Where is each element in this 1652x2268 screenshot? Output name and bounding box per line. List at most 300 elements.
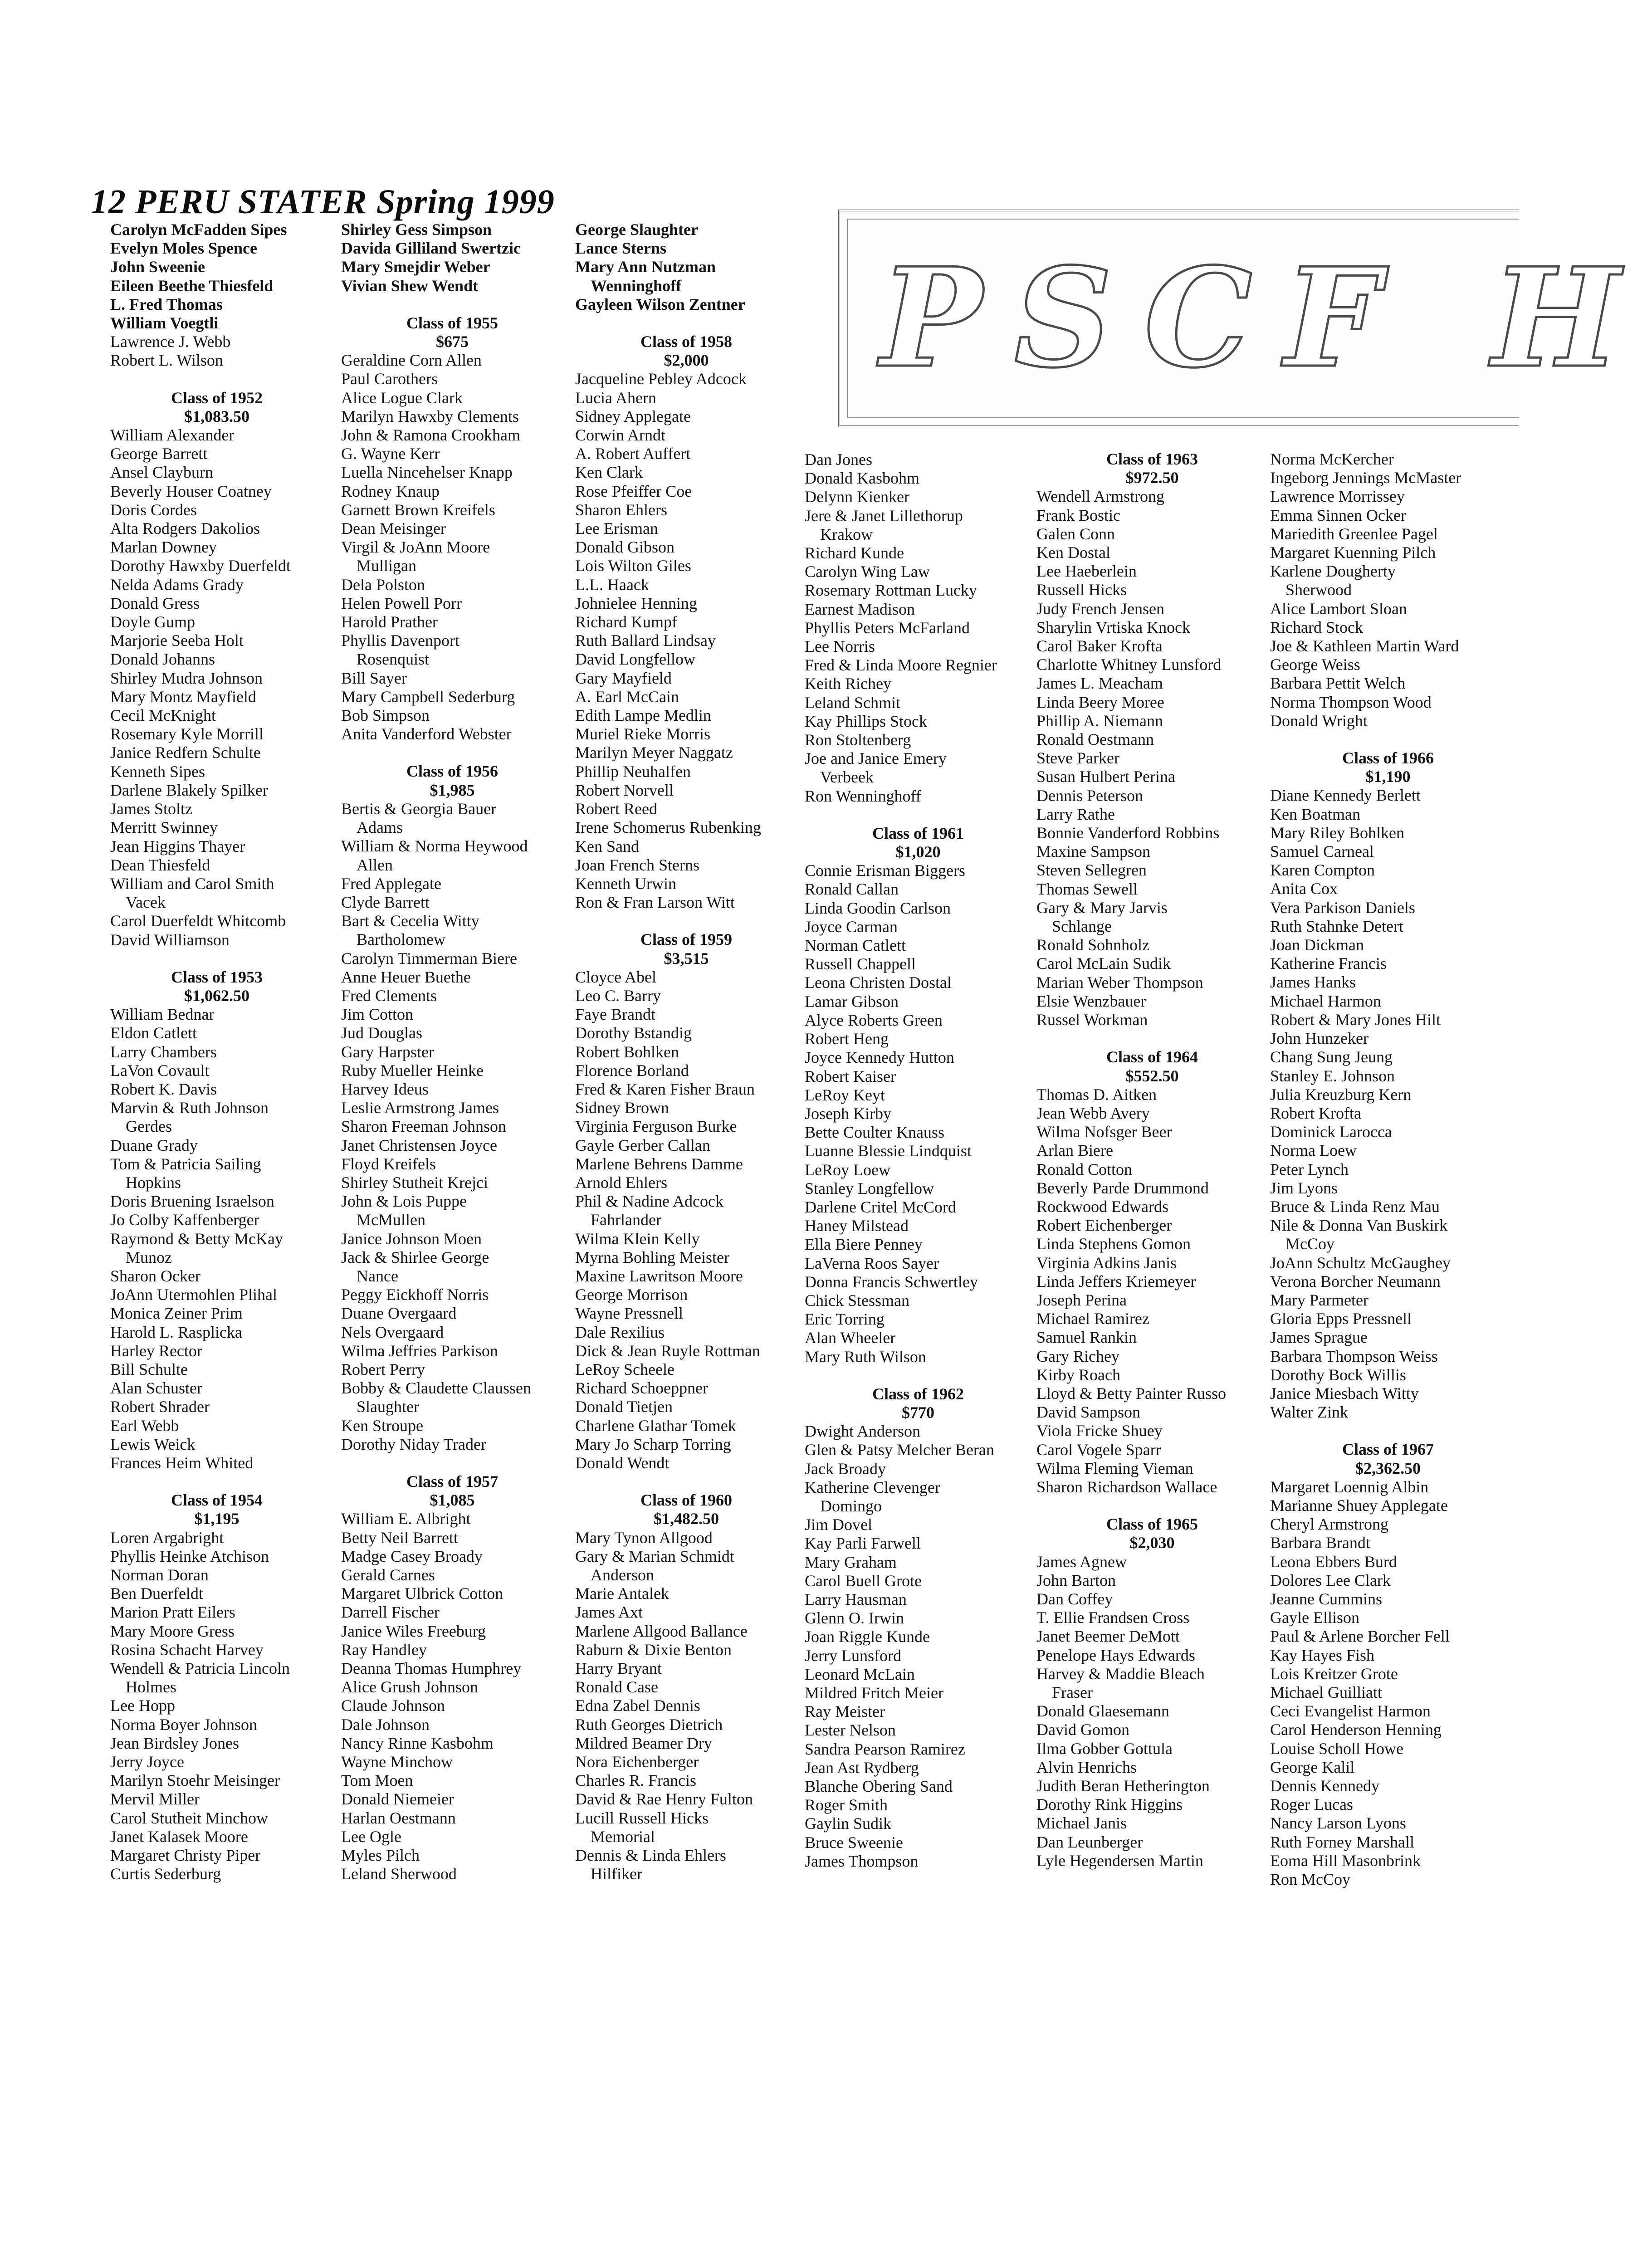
donor-name: Dan Coffey	[1036, 1589, 1113, 1608]
donor-name: Jerry Lunsford	[805, 1646, 901, 1665]
donor-name: Gayleen Wilson Zentner	[575, 295, 745, 313]
donor-name: Gary & Mary Jarvis	[1036, 898, 1168, 917]
donor-name: Marie Antalek	[575, 1584, 669, 1603]
class-year-heading: Class of 1967	[1342, 1440, 1434, 1459]
donor-name-continuation: Krakow	[820, 525, 873, 543]
donor-name: Dennis Peterson	[1036, 786, 1143, 805]
donor-name: John & Ramona Crookham	[341, 426, 520, 445]
donor-name: Dorothy Rink Higgins	[1036, 1795, 1183, 1814]
donor-name: Susan Hulbert Perina	[1036, 767, 1175, 786]
donor-name: Jud Douglas	[341, 1024, 422, 1042]
donor-name: Lyle Hegendersen Martin	[1036, 1851, 1203, 1870]
class-year-heading: Class of 1953	[171, 968, 263, 986]
section-spacer	[110, 949, 323, 968]
donor-name: James L. Meacham	[1036, 674, 1163, 693]
donor-name: Samuel Rankin	[1036, 1328, 1137, 1347]
donor-name: Alice Lambort Sloan	[1270, 599, 1407, 618]
donor-name-continuation: Gerdes	[126, 1117, 172, 1136]
donor-name: Arlan Biere	[1036, 1141, 1113, 1160]
donor-name: Connie Erisman Biggers	[805, 861, 965, 880]
donor-name: Carol Buell Grote	[805, 1571, 922, 1590]
donor-column-6	[1270, 450, 1506, 1889]
donor-name: Dick & Jean Ruyle Rottman	[575, 1341, 760, 1360]
donor-name: Mary Campbell Sederburg	[341, 687, 515, 706]
donor-name: Rosemary Kyle Morrill	[110, 725, 264, 743]
donor-name: Ken Clark	[575, 463, 643, 482]
class-gift-amount: $972.50	[1125, 469, 1179, 487]
donor-name: Ella Biere Penney	[805, 1235, 923, 1254]
donor-name: Harley Rector	[110, 1341, 202, 1360]
donor-name: Davida Gilliland Swertzic	[341, 239, 521, 258]
donor-name: Phyllis Davenport	[341, 631, 459, 650]
donor-name: James Thompson	[805, 1852, 919, 1870]
section-spacer	[805, 806, 1031, 824]
donor-name: Gerald Carnes	[341, 1566, 435, 1584]
donor-name: Earl Webb	[110, 1416, 179, 1435]
donor-name: Glen & Patsy Melcher Beran	[805, 1441, 994, 1459]
class-gift-amount: $1,482.50	[654, 1510, 719, 1528]
donor-name: Ruby Mueller Heinke	[341, 1061, 484, 1080]
donor-name: Garnett Brown Kreifels	[341, 500, 495, 519]
donor-name: Harlan Oestmann	[341, 1809, 456, 1827]
donor-name: David Longfellow	[575, 650, 695, 669]
donor-name: Virginia Adkins Janis	[1036, 1253, 1177, 1272]
section-spacer	[1036, 1029, 1268, 1048]
donor-name: Robert & Mary Jones Hilt	[1270, 1010, 1441, 1029]
donor-name: Mary Ruth Wilson	[805, 1347, 926, 1366]
donor-name: Robert Shrader	[110, 1398, 210, 1416]
donor-name: George Kalil	[1270, 1758, 1355, 1776]
donor-name: Roger Lucas	[1270, 1795, 1353, 1814]
donor-name: Jacqueline Pebley Adcock	[575, 370, 747, 388]
donor-name: Mary Smejdir Weber	[341, 258, 490, 276]
donor-name: John Barton	[1036, 1571, 1116, 1589]
donor-name: Margaret Ulbrick Cotton	[341, 1584, 503, 1603]
donor-name-continuation: Allen	[357, 855, 393, 874]
donor-name: Joan Riggle Kunde	[805, 1628, 930, 1646]
donor-name: Ruth Forney Marshall	[1270, 1833, 1414, 1851]
donor-name: Fred Applegate	[341, 874, 441, 893]
donor-name: Ruth Ballard Lindsay	[575, 631, 716, 650]
donor-name: Russell Chappell	[805, 955, 916, 973]
class-year-heading: Class of 1954	[171, 1491, 263, 1510]
class-year-heading: Class of 1955	[406, 313, 498, 332]
donor-name: Carolyn Wing Law	[805, 562, 930, 581]
donor-name: Darlene Critel McCord	[805, 1198, 956, 1216]
donor-name: William Bednar	[110, 1005, 215, 1024]
donor-name: Richard Kumpf	[575, 613, 677, 631]
donor-name: Beverly Houser Coatney	[110, 482, 272, 500]
donor-name-continuation: Hopkins	[126, 1173, 181, 1192]
donor-name: A. Earl McCain	[575, 687, 679, 706]
donor-name: Jack Broady	[805, 1459, 886, 1478]
donor-name: Dan Jones	[805, 450, 872, 469]
donor-name: William and Carol Smith	[110, 874, 274, 893]
donor-name: Geraldine Corn Allen	[341, 351, 482, 370]
donor-name: Myles Pilch	[341, 1846, 420, 1865]
donor-name: Janet Kalasek Moore	[110, 1827, 248, 1846]
donor-name-continuation: Domingo	[820, 1496, 882, 1515]
donor-name: Wendell Armstrong	[1036, 487, 1165, 506]
donor-name: Lewis Weick	[110, 1435, 196, 1453]
donor-name: Marilyn Hawxby Clements	[341, 407, 519, 425]
class-gift-amount: $2,362.50	[1355, 1459, 1421, 1477]
donor-name: Judy French Jensen	[1036, 599, 1164, 618]
donor-name: Sandra Pearson Ramirez	[805, 1740, 965, 1758]
donor-name: James Sprague	[1270, 1328, 1368, 1347]
donor-name: Steve Parker	[1036, 749, 1119, 767]
donor-name: Virginia Ferguson Burke	[575, 1117, 737, 1136]
donor-name: Nile & Donna Van Buskirk	[1270, 1216, 1448, 1235]
donor-name: Alan Schuster	[110, 1379, 202, 1398]
donor-name: Paul Carothers	[341, 370, 438, 388]
donor-name: Shirley Gess Simpson	[341, 220, 492, 239]
donor-name: Ray Handley	[341, 1640, 427, 1659]
donor-name: Phyllis Heinke Atchison	[110, 1547, 269, 1565]
donor-name: Walter Zink	[1270, 1403, 1349, 1422]
donor-name: George Morrison	[575, 1286, 688, 1304]
donor-name: Nora Eichenberger	[575, 1753, 699, 1771]
donor-name: Jack & Shirlee George	[341, 1248, 489, 1266]
donor-name: Barbara Thompson Weiss	[1270, 1347, 1438, 1365]
class-year-heading: Class of 1956	[406, 762, 498, 781]
donor-name: Jeanne Cummins	[1270, 1589, 1382, 1608]
donor-name: Joe and Janice Emery	[805, 749, 947, 768]
donor-name: Doris Cordes	[110, 500, 197, 519]
donor-name: Wilma Jeffries Parkison	[341, 1341, 498, 1360]
donor-name: Rodney Knaup	[341, 482, 440, 500]
donor-name: Edith Lampe Medlin	[575, 706, 711, 725]
donor-column-1	[110, 220, 323, 1883]
donor-name: Jim Cotton	[341, 1005, 414, 1024]
donor-name: Bette Coulter Knauss	[805, 1123, 944, 1142]
donor-name: Steven Sellegren	[1036, 861, 1147, 880]
donor-name: Charlotte Whitney Lunsford	[1036, 655, 1222, 674]
donor-name: John Hunzeker	[1270, 1029, 1369, 1048]
donor-name: Donald Niemeier	[341, 1790, 454, 1809]
donor-name: Karlene Dougherty	[1270, 562, 1396, 581]
donor-name: Phillip A. Niemann	[1036, 711, 1163, 730]
donor-name: Helen Powell Porr	[341, 594, 462, 612]
donor-name: Carol Vogele Sparr	[1036, 1440, 1161, 1459]
donor-name: Doris Bruening Israelson	[110, 1192, 274, 1211]
donor-name: Bobby & Claudette Claussen	[341, 1379, 531, 1398]
donor-name-continuation: Nance	[357, 1266, 398, 1285]
donor-name: Marlene Behrens Damme	[575, 1154, 743, 1173]
section-spacer	[341, 295, 563, 314]
donor-name: Alan Wheeler	[805, 1329, 896, 1347]
donor-name: Karen Compton	[1270, 861, 1375, 880]
donor-name: Nels Overgaard	[341, 1323, 444, 1341]
donor-name: Gary Mayfield	[575, 669, 672, 687]
donor-name: Louise Scholl Howe	[1270, 1739, 1403, 1758]
donor-name: George Weiss	[1270, 655, 1360, 674]
donor-name: Marilyn Stoehr Meisinger	[110, 1771, 280, 1790]
donor-name-continuation: Vacek	[126, 893, 166, 912]
donor-name: Ceci Evangelist Harmon	[1270, 1702, 1431, 1721]
donor-name: Bill Schulte	[110, 1360, 188, 1378]
donor-name: Marvin & Ruth Johnson	[110, 1099, 269, 1117]
donor-name: Robert Perry	[341, 1360, 425, 1378]
donor-name: Marlene Allgood Ballance	[575, 1622, 748, 1640]
donor-name: Wilma Nofsger Beer	[1036, 1123, 1172, 1141]
donor-name: Blanche Obering Sand	[805, 1777, 953, 1796]
donor-name: David Gomon	[1036, 1721, 1129, 1739]
donor-name: Anita Cox	[1270, 880, 1338, 898]
donor-name: Cecil McKnight	[110, 706, 216, 725]
donor-name: Jere & Janet Lillethorup	[805, 506, 963, 525]
donor-name: Janice Miesbach Witty	[1270, 1384, 1419, 1403]
donor-name: Maxine Lawritson Moore	[575, 1266, 743, 1285]
donor-name: Lois Wilton Giles	[575, 557, 691, 575]
donor-name: Darrell Fischer	[341, 1603, 440, 1622]
donor-name: Fred Clements	[341, 986, 437, 1005]
donor-name: Samuel Carneal	[1270, 842, 1374, 861]
donor-name: JoAnn Utermohlen Plihal	[110, 1286, 277, 1304]
donor-name: Luanne Blessie Lindquist	[805, 1142, 972, 1160]
donor-name: Robert L. Wilson	[110, 351, 223, 370]
donor-name: Donald Tietjen	[575, 1398, 673, 1416]
donor-name: Anita Vanderford Webster	[341, 725, 512, 743]
donor-name: Sidney Brown	[575, 1099, 669, 1117]
class-gift-amount: $2,000	[664, 351, 709, 370]
donor-name-continuation: Rosenquist	[357, 650, 430, 669]
donor-name: Loren Argabright	[110, 1528, 224, 1547]
donor-name: Joan French Sterns	[575, 855, 699, 874]
donor-name: L.L. Haack	[575, 575, 649, 594]
donor-name: Joe & Kathleen Martin Ward	[1270, 637, 1459, 655]
donor-name: Eric Torring	[805, 1310, 885, 1329]
donor-name: Leona Ebbers Burd	[1270, 1552, 1397, 1571]
donor-name: Linda Beery Moree	[1036, 693, 1164, 711]
donor-name-continuation: Fahrlander	[591, 1211, 661, 1229]
donor-name: Mary Ann Nutzman	[575, 258, 716, 276]
donor-name: Maxine Sampson	[1036, 842, 1150, 861]
section-spacer	[575, 1472, 797, 1491]
donor-name: Russell Hicks	[1036, 581, 1127, 599]
donor-name: Lee Hopp	[110, 1696, 175, 1715]
donor-name: Donald Gress	[110, 594, 200, 612]
donor-name: Linda Stephens Gomon	[1036, 1235, 1191, 1253]
donor-name: Shirley Mudra Johnson	[110, 669, 263, 687]
donor-name: Alice Grush Johnson	[341, 1678, 478, 1696]
donor-name: Ken Stroupe	[341, 1416, 423, 1435]
donor-name: Alice Logue Clark	[341, 388, 463, 407]
donor-name: Thomas Sewell	[1036, 880, 1138, 898]
donor-name: Bertis & Georgia Bauer	[341, 799, 497, 818]
donor-name: Sharon Richardson Wallace	[1036, 1477, 1217, 1496]
donor-name: Keith Richey	[805, 675, 891, 693]
donor-name: LeRoy Keyt	[805, 1085, 885, 1104]
donor-name: Joseph Kirby	[805, 1104, 891, 1123]
donor-name: LeRoy Scheele	[575, 1360, 674, 1378]
class-gift-amount: $770	[902, 1403, 934, 1422]
donor-name: Janice Redfern Schulte	[110, 743, 261, 762]
class-year-heading: Class of 1959	[640, 930, 732, 949]
donor-name: Carolyn McFadden Sipes	[110, 220, 287, 239]
donor-name-continuation: Holmes	[126, 1678, 176, 1696]
donor-name: Russel Workman	[1036, 1011, 1148, 1029]
class-gift-amount: $1,190	[1365, 767, 1411, 786]
pscf-banner	[838, 210, 1652, 427]
section-spacer	[575, 912, 797, 930]
donor-name: Joan Dickman	[1270, 936, 1364, 954]
donor-name: Dela Polston	[341, 575, 425, 594]
donor-name: Alyce Roberts Green	[805, 1011, 943, 1029]
donor-name: Marjorie Seeba Holt	[110, 631, 244, 650]
donor-name-continuation: Slaughter	[357, 1398, 419, 1416]
donor-name: Joyce Carman	[805, 917, 898, 936]
donor-name: Michael Harmon	[1270, 992, 1381, 1010]
donor-name: Marilyn Meyer Naggatz	[575, 743, 733, 762]
donor-name: Roger Smith	[805, 1796, 888, 1814]
donor-name: Norma McKercher	[1270, 450, 1394, 468]
donor-name: Lucill Russell Hicks	[575, 1809, 709, 1827]
donor-name: T. Ellie Frandsen Cross	[1036, 1608, 1190, 1627]
donor-name: Dorothy Bstandig	[575, 1024, 692, 1042]
donor-name: Judith Beran Hetherington	[1036, 1777, 1210, 1795]
donor-name: Donald Gibson	[575, 538, 674, 557]
donor-name: Dale Rexilius	[575, 1323, 665, 1341]
donor-name: Gayle Gerber Callan	[575, 1136, 710, 1154]
donor-name: Dolores Lee Clark	[1270, 1571, 1391, 1589]
donor-name: Richard Schoeppner	[575, 1379, 708, 1398]
section-spacer	[805, 1366, 1031, 1385]
section-spacer	[575, 314, 797, 332]
donor-name: Mariedith Greenlee Pagel	[1270, 524, 1438, 543]
donor-name: Dean Meisinger	[341, 519, 446, 538]
donor-name: Linda Goodin Carlson	[805, 899, 951, 917]
donor-name: Eileen Beethe Thiesfeld	[110, 276, 274, 295]
donor-column-2	[341, 220, 563, 1883]
donor-name: Lawrence Morrissey	[1270, 487, 1405, 506]
donor-name: Gary & Marian Schmidt	[575, 1547, 734, 1565]
donor-name: Larry Rathe	[1036, 805, 1115, 823]
donor-name: LeRoy Loew	[805, 1160, 890, 1179]
class-year-heading: Class of 1958	[640, 332, 732, 351]
donor-name: Norman Catlett	[805, 936, 906, 955]
donor-name: Evelyn Moles Spence	[110, 239, 257, 258]
donor-name: Sharon Ocker	[110, 1266, 200, 1285]
donor-name: Bart & Cecelia Witty	[341, 912, 479, 930]
donor-name: Ben Duerfeldt	[110, 1584, 203, 1603]
donor-name: Dale Johnson	[341, 1715, 430, 1734]
banner-frame	[847, 219, 1652, 418]
donor-name: Robert Reed	[575, 800, 657, 818]
donor-name: Wendell & Patricia Lincoln	[110, 1659, 290, 1678]
donor-name: Curtis Sederburg	[110, 1865, 221, 1883]
class-gift-amount: $1,083.50	[184, 407, 249, 425]
donor-name-continuation: Adams	[357, 818, 403, 837]
donor-name: Frances Heim Whited	[110, 1454, 254, 1472]
donor-name: Elsie Wenzbauer	[1036, 992, 1146, 1010]
donor-name: Charlene Glathar Tomek	[575, 1416, 736, 1435]
donor-name: Kirby Roach	[1036, 1365, 1120, 1384]
donor-name: Jerry Joyce	[110, 1753, 184, 1771]
donor-name: Dorothy Bock Willis	[1270, 1365, 1406, 1384]
donor-name: Richard Stock	[1270, 618, 1363, 636]
donor-name: Peggy Eickhoff Norris	[341, 1286, 489, 1304]
donor-name: Marlan Downey	[110, 538, 217, 557]
donor-name: Ronald Cotton	[1036, 1160, 1133, 1178]
donor-name: Margaret Kuenning Pilch	[1270, 543, 1436, 562]
donor-name: William Voegtli	[110, 314, 219, 332]
donor-name: Mary Montz Mayfield	[110, 687, 256, 706]
donor-name: Ken Sand	[575, 837, 639, 855]
donor-name: Tom & Patricia Sailing	[110, 1154, 261, 1173]
donor-name: Julia Kreuzburg Kern	[1270, 1085, 1412, 1104]
class-gift-amount: $1,062.50	[184, 986, 249, 1005]
donor-name-continuation: Munoz	[126, 1248, 172, 1266]
donor-name: Penelope Hays Edwards	[1036, 1646, 1195, 1664]
donor-name: Alvin Henrichs	[1036, 1758, 1137, 1776]
donor-name: Gaylin Sudik	[805, 1814, 892, 1833]
donor-name: Carolyn Timmerman Biere	[341, 949, 517, 968]
donor-name: Wilma Klein Kelly	[575, 1229, 700, 1248]
donor-name: Carol Baker Krofta	[1036, 637, 1163, 655]
donor-name: Chick Stessman	[805, 1291, 909, 1310]
section-spacer	[1270, 730, 1506, 749]
donor-name: Earnest Madison	[805, 600, 915, 618]
donor-name: Wayne Minchow	[341, 1753, 453, 1771]
donor-name: Betty Neil Barrett	[341, 1528, 458, 1547]
donor-name: Virgil & JoAnn Moore	[341, 538, 490, 557]
donor-name: Claude Johnson	[341, 1696, 445, 1715]
class-year-heading: Class of 1966	[1342, 749, 1434, 767]
donor-name: Sharon Ehlers	[575, 500, 667, 519]
class-gift-amount: $1,085	[430, 1491, 475, 1510]
donor-name: Gary Harpster	[341, 1042, 434, 1061]
donor-name: Phillip Neuhalfen	[575, 762, 691, 781]
donor-name: Clyde Barrett	[341, 893, 430, 911]
donor-name: Deanna Thomas Humphrey	[341, 1659, 522, 1678]
donor-name: Jean Ast Rydberg	[805, 1758, 919, 1777]
donor-name-continuation: Wenninghoff	[591, 276, 682, 295]
donor-name: Doyle Gump	[110, 613, 195, 631]
class-year-heading: Class of 1952	[171, 388, 263, 407]
donor-name: Ronald Case	[575, 1678, 658, 1696]
donor-name: Mervil Miller	[110, 1790, 200, 1809]
donor-name: Leland Schmit	[805, 693, 900, 712]
donor-name: Rosina Schacht Harvey	[110, 1640, 264, 1659]
donor-name: Donna Francis Schwertley	[805, 1272, 978, 1291]
donor-name: Peter Lynch	[1270, 1160, 1349, 1178]
donor-name: Norma Boyer Johnson	[110, 1715, 257, 1734]
class-year-heading: Class of 1962	[872, 1384, 964, 1403]
donor-name: Florence Borland	[575, 1061, 689, 1080]
donor-name: Michael Ramirez	[1036, 1310, 1149, 1328]
donor-name: LaVon Covault	[110, 1061, 210, 1080]
donor-name: Janice Johnson Moen	[341, 1229, 482, 1248]
section-spacer	[110, 1472, 323, 1491]
donor-name: Rockwood Edwards	[1036, 1197, 1168, 1216]
class-gift-amount: $1,195	[194, 1510, 239, 1528]
donor-name: Janet Beemer DeMott	[1036, 1627, 1180, 1646]
donor-name: Barbara Brandt	[1270, 1534, 1370, 1552]
section-spacer	[1036, 1496, 1268, 1515]
donor-name: Dominick Larocca	[1270, 1123, 1392, 1141]
donor-name-continuation: Fraser	[1052, 1683, 1093, 1701]
donor-name: Nancy Larson Lyons	[1270, 1814, 1406, 1833]
donor-name: George Barrett	[110, 445, 208, 463]
donor-name: Merritt Swinney	[110, 818, 218, 837]
donor-name: Bonnie Vanderford Robbins	[1036, 824, 1220, 842]
donor-name: Leona Christen Dostal	[805, 973, 952, 992]
class-year-heading: Class of 1963	[1106, 450, 1198, 468]
donor-name: Alta Rodgers Dakolios	[110, 519, 260, 538]
donor-name: Donald Glaesemann	[1036, 1702, 1169, 1721]
donor-name: Dennis & Linda Ehlers	[575, 1846, 726, 1865]
